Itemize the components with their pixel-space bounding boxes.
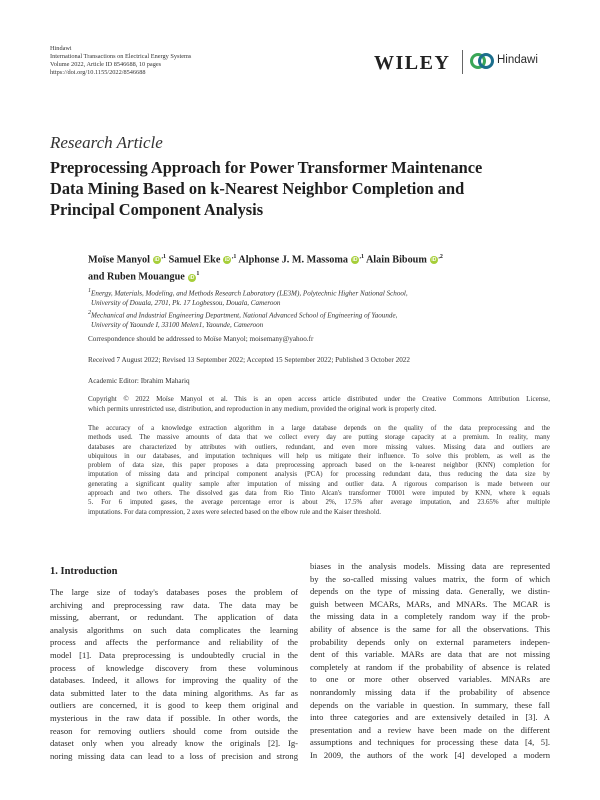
article-type: Research Article xyxy=(50,133,163,152)
body-line: biases in the analysis models. Missing data are represented xyxy=(310,561,550,571)
affiliation-line: University of Yaounde I, 33100 Melen1, Yaounde, Cameroon xyxy=(91,320,264,329)
abstract-line: imputation of missing data and principal component analysis (PCA) for processing redundant data, thus reducing the data size by xyxy=(88,471,550,479)
article-title xyxy=(50,157,550,220)
journal-header xyxy=(50,45,191,77)
hindawi-logo-icon xyxy=(470,51,494,71)
body-line: model [1]. Data preprocessing is undoubtedly crucial in the xyxy=(50,649,298,660)
affiliation-line: Mechanical and Industrial Engineering Department, National Advanced School of Engineering of Yaounde, xyxy=(91,310,398,319)
body-line: into three categories and are extensively detailed in [3]. A xyxy=(310,712,550,723)
body-line: analysis algorithms on such data complicates the learning xyxy=(50,624,298,635)
doi-link[interactable]: https://doi.org/10.1155/2022/8546688 xyxy=(50,69,146,77)
body-line: to one or more other observed variables. MNARs are xyxy=(310,674,550,685)
affiliations xyxy=(88,287,548,330)
abstract xyxy=(88,424,550,517)
wiley-logo: WILEY xyxy=(374,52,451,74)
copyright-notice xyxy=(88,395,550,414)
body-line: In 2009, the authors of the work [4] developed a modern xyxy=(310,749,550,760)
author-affil-sup: ,1 xyxy=(161,254,167,260)
affiliation-number: 2 xyxy=(88,309,91,316)
section-heading-introduction: 1. Introduction xyxy=(50,566,118,577)
abstract-line: methods used. The massive amounts of data that we collect every day are putting storage capacity at a premium. In reality, many xyxy=(88,434,550,442)
title-line: Preprocessing Approach for Power Transformer Maintenance xyxy=(50,158,483,177)
body-line: archiving and preprocessing raw data. The data may be xyxy=(50,599,298,610)
body-line: assumptions and techniques for processing these data [4, 5]. xyxy=(310,737,550,748)
volume-info: Volume 2022, Article ID 8546688, 10 pages xyxy=(50,61,162,69)
body-line: mysterious in the raw data if possible. In other words, the xyxy=(50,712,298,723)
orcid-icon[interactable]: iD xyxy=(431,257,437,264)
copyright-line: which permits unrestricted use, distribution, and reproduction in any medium, provided the original work is properly cited. xyxy=(88,404,437,413)
copyright-line: Copyright © 2022 Moïse Manyol et al. This is an open access article distributed under the Creative Commons Attribution License, xyxy=(88,395,550,403)
author-name[interactable]: Alphonse J. M. Massoma xyxy=(238,254,348,266)
orcid-icon[interactable]: iD xyxy=(189,274,195,281)
logo-divider xyxy=(462,50,463,74)
body-line: nonrandomly missing data if the probability of absence xyxy=(310,686,550,697)
publisher-name: Hindawi xyxy=(50,45,72,52)
body-line: dataset only when you already know the originals [2]. Ig- xyxy=(50,738,298,749)
abstract-line: imputations. For data compression, 2 axes were selected based on the elbow rule and the Kaiser threshold. xyxy=(88,508,381,516)
author-name[interactable]: Samuel Eke xyxy=(168,254,221,266)
body-line: completely at random if the probability of absence is related xyxy=(310,661,550,672)
body-line: by the so-called missing values matrix, the form of which xyxy=(310,573,550,584)
correspondence: Correspondence should be addressed to Moïse Manyol; moisemany@yahoo.fr xyxy=(88,335,314,343)
body-line: process of knowledge discovery from these voluminous xyxy=(50,662,298,673)
article-dates: Received 7 August 2022; Revised 13 September 2022; Accepted 15 September 2022; Published 3 October 2022 xyxy=(88,356,410,364)
abstract-line: The accuracy of a knowledge extraction algorithm in a large database depends on the quality of the data preprocessing and the xyxy=(88,425,550,432)
body-line: reason for removing outliers should come from outside the xyxy=(50,725,298,736)
body-line: data submitted later to the data mining algorithms. As far as xyxy=(50,687,298,698)
abstract-line: databases are characterized by attributes with outliers, redundant, and even more missing values. Missing data and outliers are xyxy=(88,443,550,451)
body-column-right xyxy=(310,560,550,762)
academic-editor: Academic Editor: Ibrahim Mahariq xyxy=(88,377,190,385)
author-conjunction: and xyxy=(88,271,107,283)
affiliation xyxy=(88,287,548,299)
abstract-line: problem of data size, this paper proposes a data preprocessing approach based on the k-nearest neighbor (KNN) completion for xyxy=(88,462,550,470)
body-line: ability of absence is the same for all the observations. This xyxy=(310,623,550,634)
author-affil-sup: ,1 xyxy=(359,254,364,260)
journal-name: International Transactions on Electrical Energy Systems xyxy=(50,53,192,61)
title-line: Principal Component Analysis xyxy=(50,200,264,219)
orcid-icon[interactable]: iD xyxy=(224,257,230,264)
affiliation-line: University of Douala, 2701, Pk. 17 Logbessou, Douala, Cameroon xyxy=(91,298,281,307)
affiliation-line: Energy, Materials, Modeling, and Methods Research Laboratory (LE3M), Polytechnic Higher National School, xyxy=(91,289,408,298)
body-line: depends on the variable in question. In summary, these fall xyxy=(310,699,550,710)
abstract-line: generating a significant quality sample after imputation of missing and outlier data. A rigorous comparison is made between our xyxy=(88,480,550,488)
body-line: the missing data in a completely random way if the prob- xyxy=(310,611,550,622)
author-name[interactable]: Alain Biboum xyxy=(365,254,427,266)
body-line: missing, aberrant, or redundant. The application of data xyxy=(50,612,298,623)
author-name[interactable]: Moïse Manyol xyxy=(88,254,150,266)
body-line: guish between MCARs, MARs, and MNARs. The MCAR is xyxy=(310,598,550,609)
body-line: process and affects the performance and reliability of the xyxy=(50,637,298,648)
affiliation xyxy=(88,309,548,321)
orcid-icon[interactable]: iD xyxy=(154,257,160,264)
hindawi-logo xyxy=(470,51,494,76)
body-line: depends on the type of missing data. Generally, we distin- xyxy=(310,586,550,597)
body-line: The large size of today's databases poses the problem of xyxy=(50,587,298,597)
author-name[interactable]: Ruben Mouangue xyxy=(106,271,185,283)
orcid-icon[interactable]: iD xyxy=(352,257,358,264)
title-line: Data Mining Based on k-Nearest Neighbor Completion and xyxy=(50,179,465,198)
author-affil-sup: ,2 xyxy=(438,254,443,260)
body-line: probability depends only on external parameters indepen- xyxy=(310,636,550,647)
abstract-line: approach and two others. The dissolved gas data from Rio Tinto Alcan's transformer T0001 were imputed by KNN, where k equals xyxy=(88,490,550,498)
author-affil-sup: 1 xyxy=(196,271,200,278)
body-line: presentation and a review have been made on the different xyxy=(310,724,550,735)
body-line: dent of this variable. MARs are data that are not missing xyxy=(310,649,550,660)
author-list xyxy=(88,250,443,285)
abstract-line: ubiquitous in our databases, and imputation techniques will help us mitigate their influence. To solve this problem, as well as the xyxy=(88,452,550,460)
author-line xyxy=(88,267,443,284)
author-line xyxy=(88,250,443,267)
body-line: noring missing data can lead to a loss of precision and strong xyxy=(50,750,298,761)
body-column-left xyxy=(50,586,298,762)
abstract-line: 5. For 6 imputed gases, the average percentage error is about 2%, 17.5% after average imputation, and 23.65% after multiple xyxy=(88,499,550,507)
author-affil-sup: ,1 xyxy=(231,254,237,260)
body-line: databases. Indeed, it allows for improving the quality of the xyxy=(50,675,298,686)
body-line: outliers are concerned, it is good to keep them original and xyxy=(50,700,298,711)
affiliation-number: 1 xyxy=(88,288,91,294)
hindawi-wordmark: Hindawi xyxy=(497,54,538,66)
